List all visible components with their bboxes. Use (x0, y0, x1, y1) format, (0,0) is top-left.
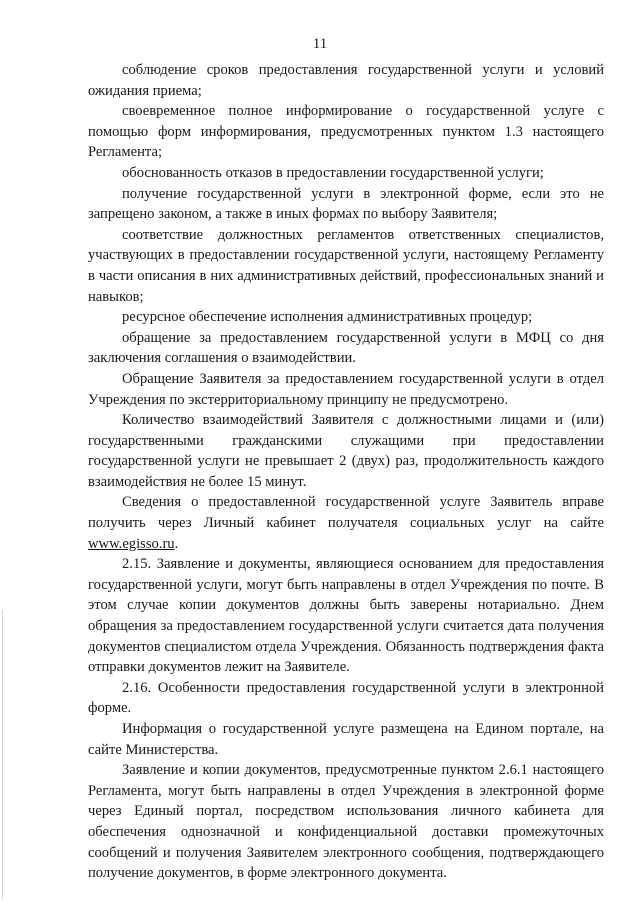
paragraph-interactions: Количество взаимодействий Заявителя с должностными лицами и (или) государственными гражданскими служащими при предоставлении государственной услуги не превышает 2 (двух) раз, продолжительность каждого взаимодействия не более 15 минут. (88, 412, 604, 490)
document-body (88, 60, 604, 884)
paragraph-waiting-time: соблюдение сроков предоставления государственной услуги и условий ожидания приема; (88, 62, 604, 99)
paragraph-application-copies: Заявление и копии документов, предусмотренные пунктом 2.6.1 настоящего Регламента, могут быть направлены в отдел Учреждения в электронной форме через Единый портал, посредством использования личного кабинета для обеспечения однозначной и конфиденциальной доставки промежуточных сообщений и получения Заявителем электронного сообщения, подтверждающего получение документов, в форме электронного документа. (88, 762, 604, 882)
paragraph-2-16: 2.16. Особенности предоставления государственной услуги в электронной форме. (88, 679, 604, 717)
paragraph-refusal-validity: обоснованность отказов в предоставлении государственной услуги; (122, 164, 544, 181)
paragraph-informing: своевременное полное информирование о государственной услуге с помощью форм информирования, предусмотренных пунктом 1.3 настоящего Регламента; (88, 103, 604, 161)
egisso-link[interactable]: www.egisso.ru (88, 535, 175, 552)
paragraph-personal-cabinet (88, 492, 604, 554)
personal-cabinet-end: . (174, 535, 179, 552)
personal-cabinet-text: Сведения о предоставленной государственной услуге Заявитель вправе получить через Личный кабинет получателя социальных услуг на сайте (88, 494, 604, 532)
paragraph-job-regulations: соответствие должностных регламентов ответственных специалистов, участвующих в предоставлении государственной услуги, настоящему Регламенту в части описания в них административных действий, профессиональных знаний и навыков; (88, 226, 604, 305)
paragraph-electronic-form: получение государственной услуги в электронной форме, если это не запрещено законом, а также в иных формах по выбору Заявителя; (88, 185, 604, 223)
page-number: 11 (312, 36, 328, 52)
paragraph-extraterritorial: Обращение Заявителя за предоставлением государственной услуги в отдел Учреждения по экстерриториальному принципу не предусмотрено. (88, 370, 604, 408)
paragraph-mfc: обращение за предоставлением государственной услуги в МФЦ со дня заключения соглашения о взаимодействии. (88, 329, 604, 367)
scan-edge-line (2, 610, 3, 900)
paragraph-resources: ресурсное обеспечение исполнения административных процедур; (122, 309, 533, 326)
paragraph-2-15: 2.15. Заявление и документы, являющиеся основанием для предоставления государственной услуги, могут быть направлены в отдел Учреждения по почте. В этом случае копии документов должны быть заверены нотариально. Днем обращения за предоставлением государственной услуги считается дата получения документов специалистом отдела Учреждения. Обязанность подтверждения факта отправки документов лежит на Заявителе. (88, 556, 604, 676)
paragraph-portal-info: Информация о государственной услуге размещена на Едином портале, на сайте Министерства. (88, 721, 604, 758)
